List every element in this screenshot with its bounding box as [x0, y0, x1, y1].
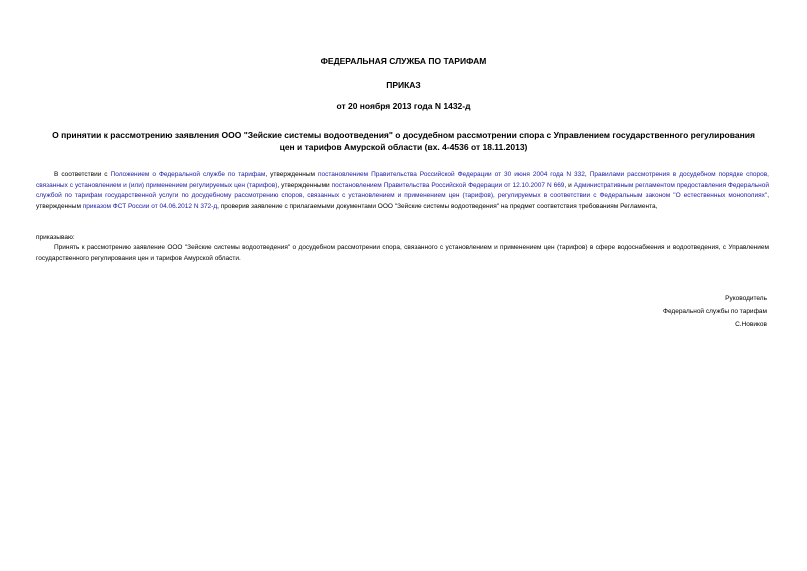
text-fragment: , — [584, 171, 590, 178]
link-government-decree-669[interactable]: постановлением Правительства Российской Федерации от 12.10.2007 N 669 — [331, 181, 565, 189]
link-government-decree-332[interactable]: постановлением Правительства Российской Федерации от 30 июня 2004 года N 332 — [318, 171, 585, 178]
text-fragment: , утвержденным — [36, 192, 769, 210]
agency-name: ФЕДЕРАЛЬНАЯ СЛУЖБА ПО ТАРИФАМ — [320, 56, 487, 66]
order-keyword: приказываю: — [36, 234, 75, 241]
link-administrative-regulation[interactable]: Административным регламентом предоставления Федеральной службой по тарифам государственной услуги по досудебному рассмотрению споров, связанных с установлением и применением цен (тарифов), регулируемых в соответствии с Федеральным законом "О естественных монополиях" — [36, 181, 769, 200]
text-fragment: , утвержденными — [277, 181, 332, 189]
link-fts-regulation[interactable]: Положением о Федеральной службе по тарифам — [110, 171, 266, 178]
link-fst-order-372[interactable]: приказом ФСТ России от 04.06.2012 N 372-д — [82, 202, 218, 210]
order-paragraph: Принять к рассмотрению заявление ООО "Зейские системы водоотведения" о досудебном рассмотрении спора, связанного с установлением и применением цен (тарифов) в сфере водоснабжения и водоотведения, с Управлением государственного регулирования цен и тарифов Амурской области. — [36, 244, 769, 262]
text-fragment: , и — [564, 181, 574, 189]
link-dispute-rules[interactable]: Правилами рассмотрения в досудебном порядке споров, связанных с установлением и (или) применением регулируемых цен (тарифов) — [36, 171, 769, 189]
document-type: ПРИКАЗ — [386, 80, 421, 90]
document-title: О принятии к рассмотрению заявления ООО "Зейские системы водоотведения" о досудебном рассмотрении спора с Управлением государственного регулирования цен и тарифов Амурской области (вх. 4-4536 от 18.11.2013) — [52, 130, 755, 152]
signature-position: Руководитель — [725, 295, 767, 302]
preamble-paragraph — [36, 170, 769, 212]
text-fragment: В соответствии с — [54, 171, 111, 178]
signature-organization: Федеральной службы по тарифам — [663, 308, 767, 315]
text-fragment: , проверив заявление с прилагаемыми документами ООО "Зейские системы водоотведения" на предмет соответствия требованиям Регламента, — [217, 202, 658, 210]
document-date: от 20 ноября 2013 года N 1432-д — [336, 101, 471, 111]
signature-name: С.Новиков — [735, 321, 767, 328]
text-fragment: , утвержденным — [265, 171, 319, 178]
